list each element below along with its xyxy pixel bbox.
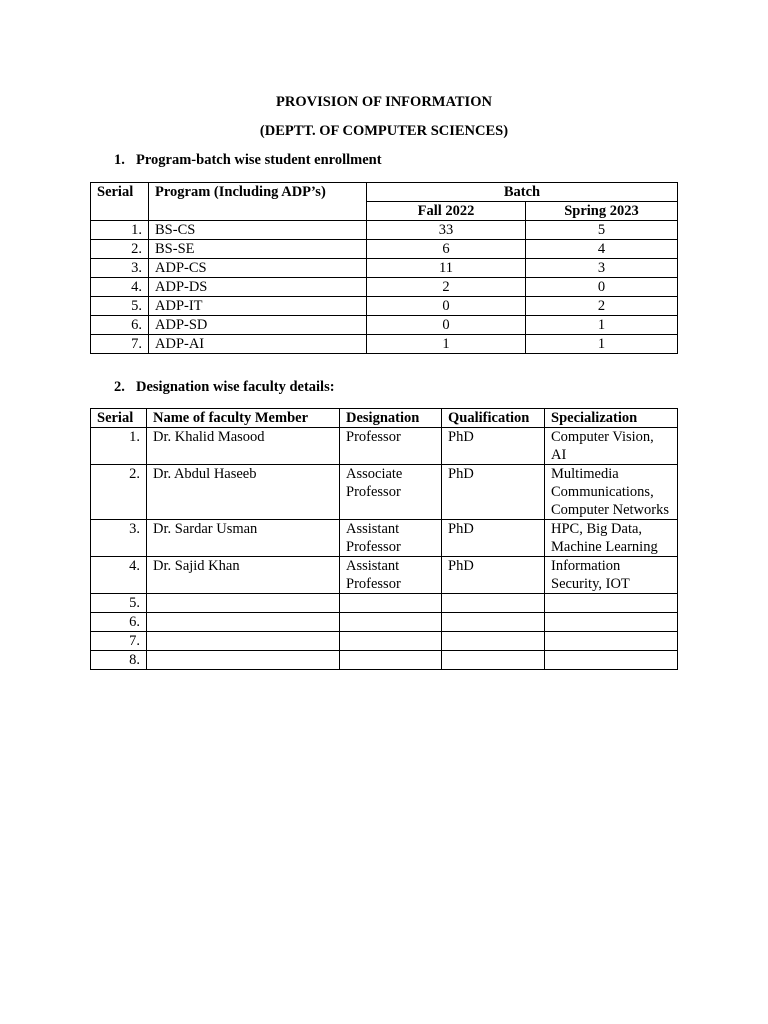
spring-2023-cell: 0 xyxy=(526,278,678,297)
table-row xyxy=(91,632,678,651)
program-cell: ADP-IT xyxy=(149,297,367,316)
table-row xyxy=(91,465,678,520)
table-row xyxy=(91,613,678,632)
faculty-name-cell: Dr. Abdul Haseeb xyxy=(147,465,340,520)
header-specialization: Specialization xyxy=(545,409,678,428)
specialization-cell: Computer Vision, AI xyxy=(545,428,678,465)
faculty-table-body xyxy=(91,428,678,670)
designation-cell xyxy=(340,632,442,651)
serial-cell: 6. xyxy=(91,316,149,335)
document-title: PROVISION OF INFORMATION xyxy=(276,94,492,110)
spring-2023-cell: 2 xyxy=(526,297,678,316)
serial-cell: 2. xyxy=(91,465,147,520)
table-row xyxy=(91,240,678,259)
serial-cell: 7. xyxy=(91,632,147,651)
serial-cell: 1. xyxy=(91,221,149,240)
fall-2022-cell: 6 xyxy=(367,240,526,259)
qualification-cell: PhD xyxy=(442,465,545,520)
serial-cell: 2. xyxy=(91,240,149,259)
header-qualification: Qualification xyxy=(442,409,545,428)
specialization-cell: Information Security, IOT xyxy=(545,557,678,594)
serial-cell: 1. xyxy=(91,428,147,465)
serial-cell: 5. xyxy=(91,594,147,613)
specialization-cell xyxy=(545,613,678,632)
section-2-number: 2. xyxy=(114,379,125,395)
table-row xyxy=(91,594,678,613)
fall-2022-cell: 2 xyxy=(367,278,526,297)
serial-cell: 4. xyxy=(91,557,147,594)
designation-cell xyxy=(340,651,442,670)
faculty-name-cell: Dr. Sardar Usman xyxy=(147,520,340,557)
spring-2023-cell: 5 xyxy=(526,221,678,240)
specialization-cell xyxy=(545,632,678,651)
faculty-name-cell: Dr. Khalid Masood xyxy=(147,428,340,465)
designation-cell: Assistant Professor xyxy=(340,520,442,557)
program-cell: ADP-SD xyxy=(149,316,367,335)
designation-cell: Assistant Professor xyxy=(340,557,442,594)
qualification-cell xyxy=(442,594,545,613)
section-2-title: Designation wise faculty details: xyxy=(136,379,335,395)
header-fall-2022: Fall 2022 xyxy=(367,202,526,221)
spring-2023-cell: 3 xyxy=(526,259,678,278)
qualification-cell xyxy=(442,651,545,670)
section-1-title: Program-batch wise student enrollment xyxy=(136,152,382,168)
specialization-cell: Multimedia Communications, Computer Networks xyxy=(545,465,678,520)
spring-2023-cell: 1 xyxy=(526,316,678,335)
designation-cell xyxy=(340,613,442,632)
table-row xyxy=(91,651,678,670)
specialization-cell xyxy=(545,651,678,670)
header-serial: Serial xyxy=(91,409,147,428)
serial-cell: 3. xyxy=(91,520,147,557)
program-cell: ADP-CS xyxy=(149,259,367,278)
table-row xyxy=(91,520,678,557)
qualification-cell: PhD xyxy=(442,520,545,557)
document-subtitle: (DEPTT. OF COMPUTER SCIENCES) xyxy=(259,123,509,139)
header-batch: Batch xyxy=(367,183,678,202)
fall-2022-cell: 0 xyxy=(367,316,526,335)
program-cell: BS-SE xyxy=(149,240,367,259)
section-2-heading xyxy=(114,379,335,396)
faculty-name-cell xyxy=(147,632,340,651)
table-row xyxy=(91,259,678,278)
table-row xyxy=(91,335,678,354)
table-row xyxy=(91,316,678,335)
table-row xyxy=(91,278,678,297)
fall-2022-cell: 11 xyxy=(367,259,526,278)
qualification-cell: PhD xyxy=(442,557,545,594)
serial-cell: 7. xyxy=(91,335,149,354)
designation-cell xyxy=(340,594,442,613)
enrollment-table xyxy=(90,182,678,354)
serial-cell: 3. xyxy=(91,259,149,278)
fall-2022-cell: 0 xyxy=(367,297,526,316)
enrollment-table-body xyxy=(91,221,678,354)
header-program: Program (Including ADP’s) xyxy=(149,183,367,221)
header-spring-2023: Spring 2023 xyxy=(526,202,678,221)
program-cell: ADP-DS xyxy=(149,278,367,297)
header-faculty-name: Name of faculty Member xyxy=(147,409,340,428)
faculty-name-cell: Dr. Sajid Khan xyxy=(147,557,340,594)
fall-2022-cell: 1 xyxy=(367,335,526,354)
table-row xyxy=(91,221,678,240)
serial-cell: 4. xyxy=(91,278,149,297)
designation-cell: Professor xyxy=(340,428,442,465)
qualification-cell: PhD xyxy=(442,428,545,465)
section-1-heading xyxy=(114,152,382,169)
program-cell: BS-CS xyxy=(149,221,367,240)
faculty-name-cell xyxy=(147,594,340,613)
table-row xyxy=(91,297,678,316)
serial-cell: 5. xyxy=(91,297,149,316)
serial-cell: 8. xyxy=(91,651,147,670)
fall-2022-cell: 33 xyxy=(367,221,526,240)
table-row xyxy=(91,428,678,465)
spring-2023-cell: 4 xyxy=(526,240,678,259)
designation-cell: Associate Professor xyxy=(340,465,442,520)
serial-cell: 6. xyxy=(91,613,147,632)
section-1-number: 1. xyxy=(114,152,125,168)
specialization-cell xyxy=(545,594,678,613)
header-designation: Designation xyxy=(340,409,442,428)
faculty-table xyxy=(90,408,678,670)
qualification-cell xyxy=(442,632,545,651)
faculty-name-cell xyxy=(147,613,340,632)
table-row xyxy=(91,557,678,594)
qualification-cell xyxy=(442,613,545,632)
specialization-cell: HPC, Big Data, Machine Learning xyxy=(545,520,678,557)
faculty-name-cell xyxy=(147,651,340,670)
header-serial: Serial xyxy=(91,183,149,221)
spring-2023-cell: 1 xyxy=(526,335,678,354)
program-cell: ADP-AI xyxy=(149,335,367,354)
